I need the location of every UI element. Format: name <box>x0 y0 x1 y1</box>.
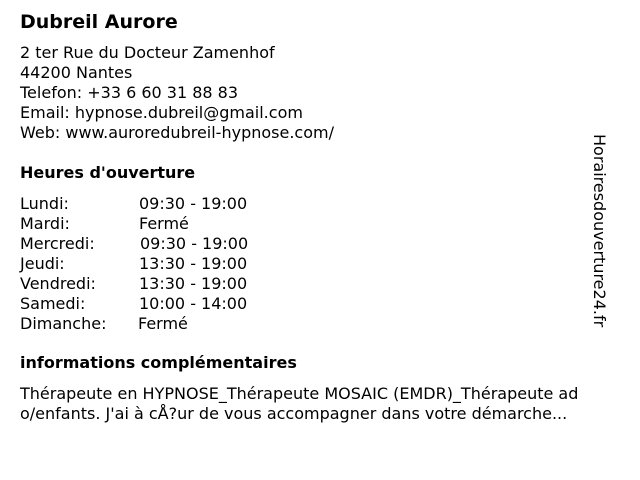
address-street: 2 ter Rue du Docteur Zamenhof <box>20 43 275 62</box>
web-line: Web: www.auroredubreil-hypnose.com/ <box>20 123 334 142</box>
site-watermark: Horairesdouverture24.fr <box>590 134 609 328</box>
additional-info-text <box>20 384 630 424</box>
email-line: Email: hypnose.dubreil@gmail.com <box>20 103 303 122</box>
info-line-1: Thérapeute en HYPNOSE_Thérapeute MOSAIC (EMDR)_Thérapeute ad <box>20 384 579 403</box>
day-hours: 09:30 - 19:00 <box>140 234 249 253</box>
day-hours: Fermé <box>138 314 188 333</box>
info-line-2: o/enfants. J'ai à cÅ?ur de vous accompagner dans votre démarche... <box>20 404 568 423</box>
day-hours: Fermé <box>139 214 189 233</box>
day-label: Mercredi: <box>20 234 95 253</box>
address-city: 44200 Nantes <box>20 63 133 82</box>
day-label: Lundi: <box>20 194 69 213</box>
day-label: Samedi: <box>20 294 86 313</box>
day-hours: 09:30 - 19:00 <box>139 194 248 213</box>
phone-line: Telefon: +33 6 60 31 88 83 <box>20 83 239 102</box>
additional-info-heading: informations complémentaires <box>20 353 297 372</box>
day-label: Jeudi: <box>20 254 65 273</box>
day-label: Mardi: <box>20 214 70 233</box>
day-hours: 10:00 - 14:00 <box>139 294 248 313</box>
day-hours: 13:30 - 19:00 <box>139 254 248 273</box>
business-name: Dubreil Aurore <box>20 11 178 33</box>
day-hours: 13:30 - 19:00 <box>139 274 248 293</box>
contact-block <box>20 43 334 143</box>
opening-hours-heading: Heures d'ouverture <box>20 163 196 182</box>
day-label: Vendredi: <box>20 274 96 293</box>
day-label: Dimanche: <box>20 314 107 333</box>
